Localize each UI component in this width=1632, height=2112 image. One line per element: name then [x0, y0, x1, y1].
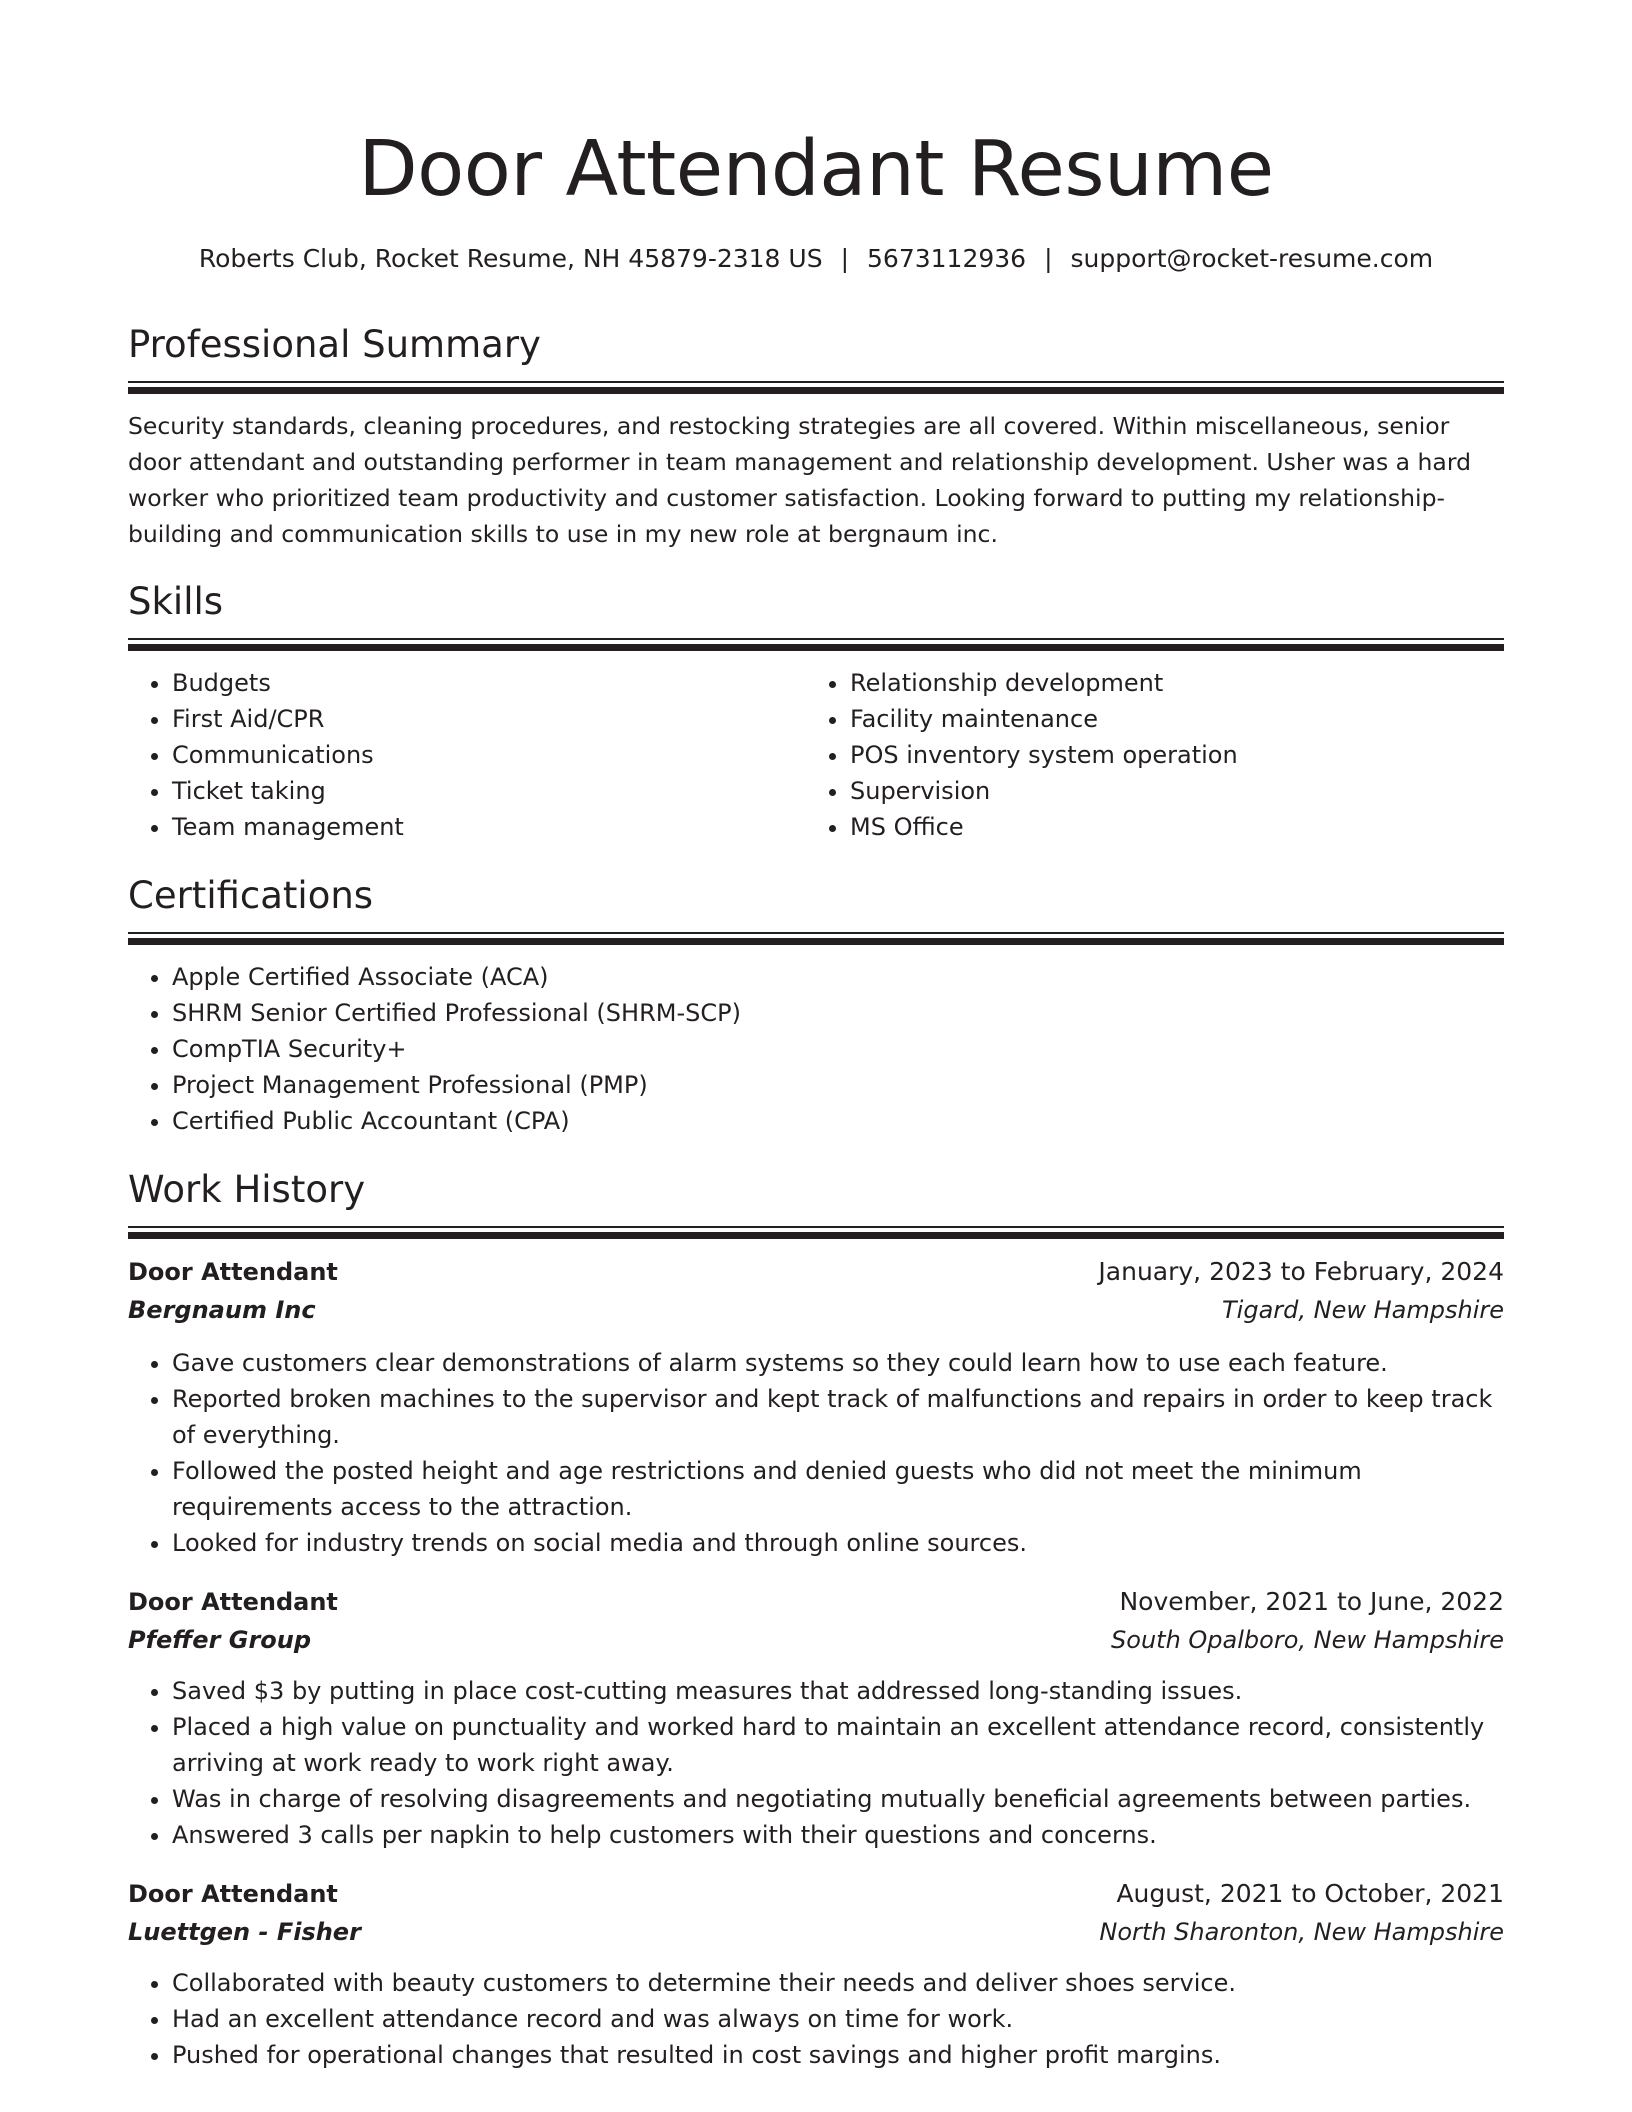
skill-item: • POS inventory system operation	[850, 737, 1484, 773]
job-bullet: • Reported broken machines to the supervisor and kept track of malfunctions and repairs in order to keep track of everything.	[172, 1381, 1504, 1453]
skill-item: • Team management	[172, 809, 806, 845]
skills-heading: Skills	[128, 580, 224, 623]
work-history-heading: Work History	[128, 1168, 366, 1211]
skill-item: • MS Office	[850, 809, 1484, 845]
job-subheader	[128, 1913, 1504, 1951]
resume-title: Door Attendant Resume	[358, 125, 1274, 214]
job-location: Tigard, New Hampshire	[1222, 1296, 1504, 1324]
summary-section	[128, 322, 1504, 552]
skill-item: • Relationship development	[850, 665, 1484, 701]
contact-separator: |	[1044, 244, 1053, 273]
skill-item: • Supervision	[850, 773, 1484, 809]
contact-line	[128, 243, 1504, 275]
job-bullet: • Collaborated with beauty customers to determine their needs and deliver shoes service.	[172, 1965, 1504, 2001]
job-location: North Sharonton, New Hampshire	[1099, 1918, 1504, 1946]
contact-separator: |	[840, 244, 850, 273]
job-company: Luettgen - Fisher	[128, 1918, 361, 1946]
contact-address: Roberts Club, Rocket Resume, NH 45879-2318 US	[198, 244, 823, 273]
contact-phone: 5673112936	[867, 244, 1027, 273]
job-bullet: • Had an excellent attendance record and was always on time for work.	[172, 2001, 1504, 2037]
job-header	[128, 1875, 1504, 1913]
skills-left-list	[128, 665, 806, 845]
job-header	[128, 1253, 1504, 1291]
job-title: Door Attendant	[128, 1588, 338, 1616]
skill-item: • Budgets	[172, 665, 806, 701]
job-subheader	[128, 1291, 1504, 1329]
job-bullet: • Looked for industry trends on social media and through online sources.	[172, 1525, 1504, 1561]
certification-item: • Certified Public Accountant (CPA)	[172, 1103, 1504, 1139]
work-history-section	[128, 1167, 1504, 2073]
job-bullet: • Answered 3 calls per napkin to help customers with their questions and concerns.	[172, 1817, 1504, 1853]
job-bullet: • Gave customers clear demonstrations of alarm systems so they could learn how to use each feature.	[172, 1345, 1504, 1381]
job-bullet: • Followed the posted height and age restrictions and denied guests who did not meet the minimum requirements access to the attraction.	[172, 1453, 1504, 1525]
job-header	[128, 1583, 1504, 1621]
job-company: Bergnaum Inc	[128, 1296, 316, 1324]
job-dates: November, 2021 to June, 2022	[1119, 1587, 1504, 1616]
section-divider	[128, 381, 1504, 394]
certifications-list	[128, 959, 1504, 1139]
job-bullet: • Placed a high value on punctuality and worked hard to maintain an excellent attendance record, consistently arriving at work ready to work right away.	[172, 1709, 1504, 1781]
section-divider	[128, 1226, 1504, 1239]
job-subheader	[128, 1621, 1504, 1659]
skills-section	[128, 579, 1504, 845]
job-title: Door Attendant	[128, 1258, 338, 1286]
certification-item: • SHRM Senior Certified Professional (SHRM-SCP)	[172, 995, 1504, 1031]
job-bullet: • Pushed for operational changes that resulted in cost savings and higher profit margins.	[172, 2037, 1504, 2073]
contact-email: support@rocket-resume.com	[1070, 244, 1434, 273]
job-entry	[128, 1875, 1504, 2073]
skills-right-list	[806, 665, 1484, 845]
job-title: Door Attendant	[128, 1880, 338, 1908]
job-bullet: • Was in charge of resolving disagreements and negotiating mutually beneficial agreements between parties.	[172, 1781, 1504, 1817]
skill-item: • First Aid/CPR	[172, 701, 806, 737]
job-bullets	[128, 1673, 1504, 1853]
skill-item: • Communications	[172, 737, 806, 773]
job-location: South Opalboro, New Hampshire	[1111, 1626, 1504, 1654]
certifications-section	[128, 873, 1504, 1139]
summary-text: Security standards, cleaning procedures, and restocking strategies are all covered. Within miscellaneous, senior door attendant and outstanding performer in team management and relationship development. Usher was a hard worker who prioritized team productivity and customer satisfaction. Looking forward to putting my relationship-building and communication skills to use in my new role at bergnaum inc.	[128, 412, 1471, 548]
resume-page	[128, 0, 1504, 2073]
skill-item: • Ticket taking	[172, 773, 806, 809]
job-bullets	[128, 1345, 1504, 1561]
job-entry	[128, 1583, 1504, 1853]
summary-heading: Professional Summary	[128, 323, 541, 366]
skills-columns	[128, 665, 1504, 845]
job-entry	[128, 1253, 1504, 1561]
certifications-heading: Certifications	[128, 874, 374, 917]
skill-item: • Facility maintenance	[850, 701, 1484, 737]
section-divider	[128, 932, 1504, 945]
job-company: Pfeffer Group	[128, 1626, 312, 1654]
job-bullets	[128, 1965, 1504, 2073]
certification-item: • CompTIA Security+	[172, 1031, 1504, 1067]
job-dates: January, 2023 to February, 2024	[1098, 1257, 1504, 1286]
job-dates: August, 2021 to October, 2021	[1116, 1879, 1504, 1908]
certification-item: • Project Management Professional (PMP)	[172, 1067, 1504, 1103]
section-divider	[128, 638, 1504, 651]
job-bullet: • Saved $3 by putting in place cost-cutting measures that addressed long-standing issues.	[172, 1673, 1504, 1709]
certification-item: • Apple Certified Associate (ACA)	[172, 959, 1504, 995]
